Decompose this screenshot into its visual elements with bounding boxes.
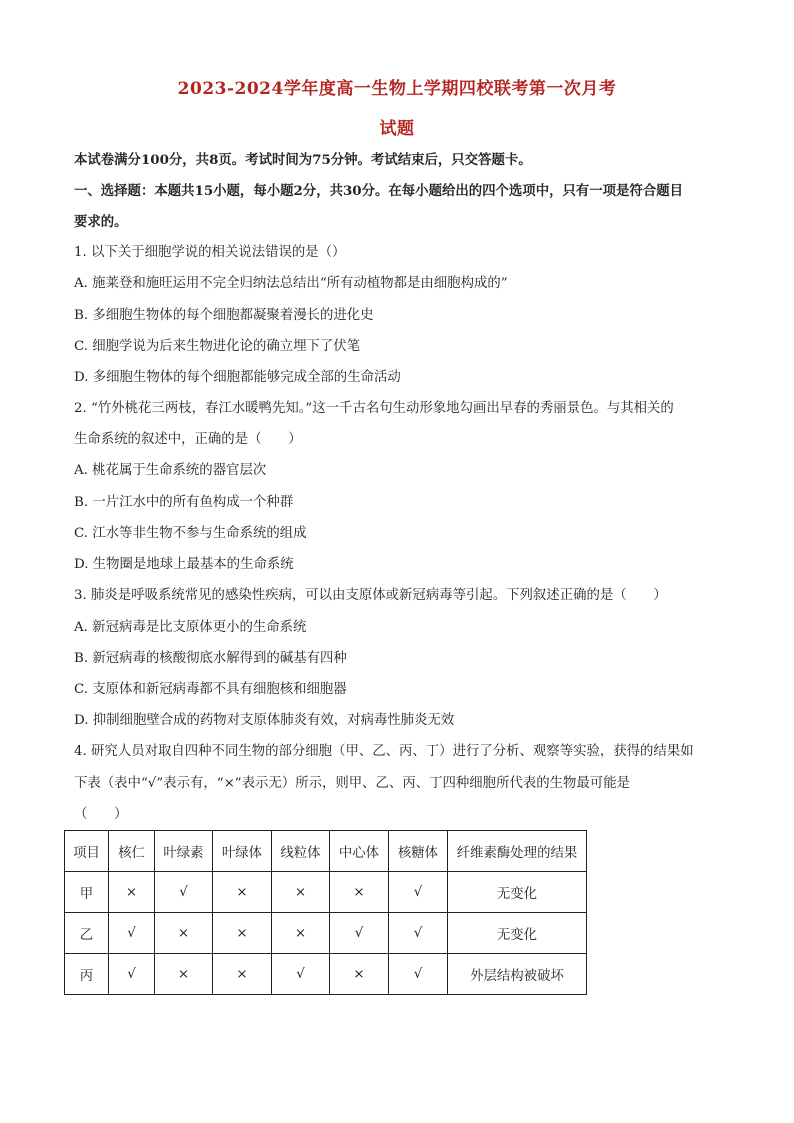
table-cell: × [109, 872, 155, 913]
table-cell: 无变化 [448, 913, 587, 954]
question-2-option-d: D. 生物圈是地球上最基本的生命系统 [74, 557, 294, 572]
table-cell: 甲 [65, 872, 109, 913]
section-heading: 一、选择题：本题共15小题，每小题2分，共30分。在每小题给出的四个选项中，只有一项是符合题目 [74, 183, 683, 199]
question-3-option-d: D. 抑制细胞壁合成的药物对支原体肺炎有效，对病毒性肺炎无效 [74, 713, 455, 728]
question-4-stem-blank: （ ） [74, 807, 128, 822]
exam-intro: 本试卷满分100分，共8页。考试时间为75分钟。考试结束后，只交答题卡。 [74, 152, 532, 168]
table-header-cell: 叶绿素 [155, 831, 213, 872]
table-header-cell: 线粒体 [272, 831, 330, 872]
table-cell: 乙 [65, 913, 109, 954]
table-cell: √ [155, 872, 213, 913]
question-1-option-b: B. 多细胞生物体的每个细胞都凝聚着漫长的进化史 [74, 308, 374, 323]
table-cell: × [272, 872, 330, 913]
table-cell: √ [389, 913, 448, 954]
table-row [65, 872, 587, 913]
exam-title-line2: 试题 [379, 119, 415, 139]
question-3-stem: 3. 肺炎是呼吸系统常见的感染性疾病，可以由支原体或新冠病毒等引起。下列叙述正确的是（ ） [74, 588, 667, 603]
table-cell: 丙 [65, 954, 109, 995]
table-cell: × [213, 872, 272, 913]
question-2-option-c: C. 江水等非生物不参与生命系统的组成 [74, 526, 307, 541]
table-cell: × [330, 954, 389, 995]
table-header-cell: 核糖体 [389, 831, 448, 872]
table-row [65, 954, 587, 995]
question-4-stem-cont: 下表（表中“√”表示有，“×”表示无）所示，则甲、乙、丙、丁四种细胞所代表的生物最可能是 [74, 776, 630, 791]
question-1-stem: 1. 以下关于细胞学说的相关说法错误的是（） [74, 245, 346, 260]
question-2-option-b: B. 一片江水中的所有鱼构成一个种群 [74, 495, 294, 510]
table-header-cell: 项目 [65, 831, 109, 872]
table-header-cell: 中心体 [330, 831, 389, 872]
table-cell: × [213, 913, 272, 954]
table-header-cell: 核仁 [109, 831, 155, 872]
table-cell: √ [389, 872, 448, 913]
question-1-option-a: A. 施莱登和施旺运用不完全归纳法总结出“所有动植物都是由细胞构成的” [74, 276, 508, 291]
table-cell: × [155, 913, 213, 954]
table-header-cell: 纤维素酶处理的结果 [448, 831, 587, 872]
table-cell: × [213, 954, 272, 995]
table-row [65, 913, 587, 954]
table-cell: √ [109, 913, 155, 954]
question-2-option-a: A. 桃花属于生命系统的器官层次 [74, 463, 267, 478]
question-3-option-c: C. 支原体和新冠病毒都不具有细胞核和细胞器 [74, 682, 347, 697]
table-cell: × [330, 872, 389, 913]
exam-title: 2023-2024学年度高一生物上学期四校联考第一次月考 [177, 79, 617, 99]
section-heading-cont: 要求的。 [74, 214, 128, 230]
table-cell: × [272, 913, 330, 954]
table-cell: √ [330, 913, 389, 954]
cell-structure-table [64, 830, 587, 995]
table-cell: × [155, 954, 213, 995]
table-cell: √ [389, 954, 448, 995]
table-header-cell: 叶绿体 [213, 831, 272, 872]
table-cell: √ [109, 954, 155, 995]
question-2-stem-cont: 生命系统的叙述中，正确的是（ ） [74, 432, 302, 447]
question-4-stem: 4. 研究人员对取自四种不同生物的部分细胞（甲、乙、丙、丁）进行了分析、观察等实验，获得的结果如 [74, 744, 694, 759]
table-cell: √ [272, 954, 330, 995]
question-3-option-a: A. 新冠病毒是比支原体更小的生命系统 [74, 620, 307, 635]
question-1-option-c: C. 细胞学说为后来生物进化论的确立埋下了伏笔 [74, 339, 361, 354]
question-1-option-d: D. 多细胞生物体的每个细胞都能够完成全部的生命活动 [74, 370, 401, 385]
table-header-row [65, 831, 587, 872]
table-cell: 外层结构被破坏 [448, 954, 587, 995]
table-cell: 无变化 [448, 872, 587, 913]
question-2-stem: 2. “竹外桃花三两枝，春江水暖鸭先知。”这一千古名句生动形象地勾画出早春的秀丽景色。与其相关的 [74, 401, 674, 416]
question-3-option-b: B. 新冠病毒的核酸彻底水解得到的碱基有四种 [74, 651, 347, 666]
